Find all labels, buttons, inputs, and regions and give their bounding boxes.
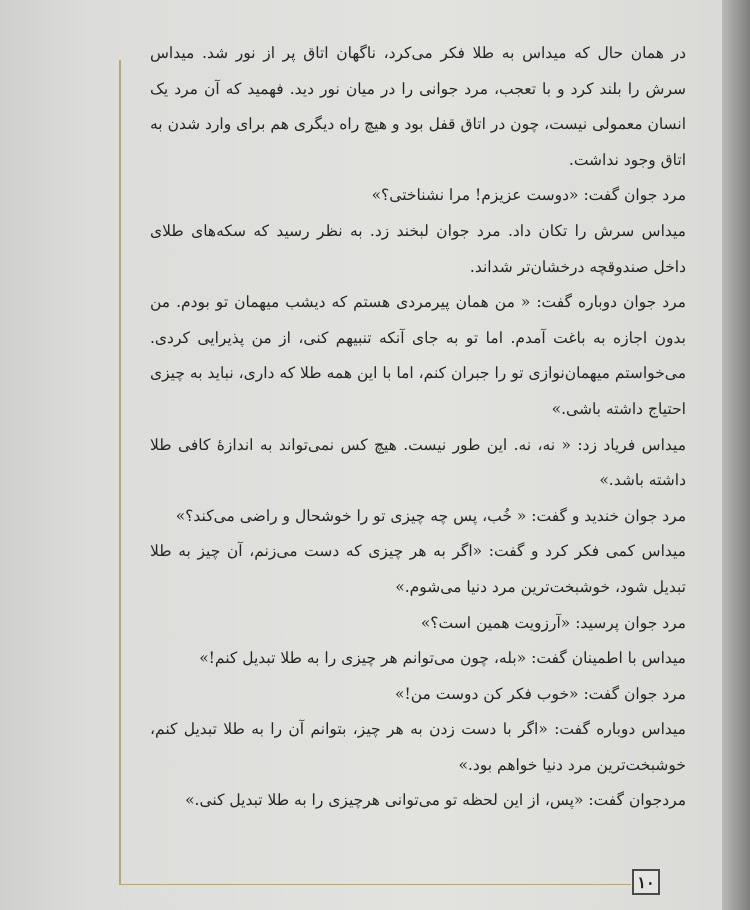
paragraph: مرد جوان خندید و گفت: « خُب، پس چه چیزی تو را خوشحال و راضی می‌کند؟» <box>175 506 686 525</box>
paragraph: مرد جوان گفت: «دوست عزیزم! مرا نشناختی؟» <box>371 186 686 205</box>
page-edge-shadow <box>722 0 750 910</box>
paragraph: مرد جوان پرسید: «آرزویت همین است؟» <box>420 613 686 632</box>
paragraph: در همان حال که میداس به طلا فکر می‌کرد، ناگهان اتاق پر از نور شد. میداس سرش را بلند کرد و با تعجب، مرد جوانی را در میان نور دید. فهمید که آن مرد یک انسان معمولی نیست، چون در اتاق قفل بود و هیچ راه دیگری هم برای وارد شدن به اتاق وجود نداشت. <box>150 44 686 169</box>
paragraph: میداس فریاد زد: « نه، نه. این طور نیست. هیچ کس نمی‌تواند به اندازهٔ کافی طلا داشته باشد.» <box>150 435 686 490</box>
page-number: ۱۰ <box>632 869 660 895</box>
paragraph: میداس سرش را تکان داد. مرد جوان لبخند زد. به نظر رسید که سکه‌های طلای داخل صندوقچه درخشان‌تر شداند. <box>150 221 686 276</box>
paragraph: مرد جوان گفت: «خوب فکر کن دوست من!» <box>395 684 686 703</box>
paragraph: میداس دوباره گفت: «اگر با دست زدن به هر چیز، بتوانم آن را به طلا تبدیل کنم، خوشبخت‌ترین مرد دنیا خواهم بود.» <box>150 720 686 774</box>
page-border-bottom <box>119 884 631 885</box>
paragraph: مرد جوان دوباره گفت: « من همان پیرمردی هستم که دیشب میهمان تو بودم. من بدون اجازه به باغت آمدم. اما تو به جای آنکه تنبیهم کنی، از من پذیرایی کردی. می‌خواستم میهمان‌نوازی تو را جبران کنم، اما با این همه طلا که داری، نباید به چیزی احتیاج داشته باشی.» <box>150 293 686 418</box>
paragraph: مردجوان گفت: «پس، از این لحظه تو می‌توانی هرچیزی را به طلا تبدیل کنی.» <box>185 791 686 810</box>
story-text <box>150 36 686 819</box>
paragraph: میداس با اطمینان گفت: «بله، چون می‌توانم هر چیزی را به طلا تبدیل کنم!» <box>199 649 686 668</box>
page-border-left <box>119 60 121 885</box>
paragraph: میداس کمی فکر کرد و گفت: «اگر به هر چیزی که دست می‌زنم، آن چیز به طلا تبدیل شود، خوشبخت‌ترین مرد دنیا می‌شوم.» <box>150 542 686 596</box>
